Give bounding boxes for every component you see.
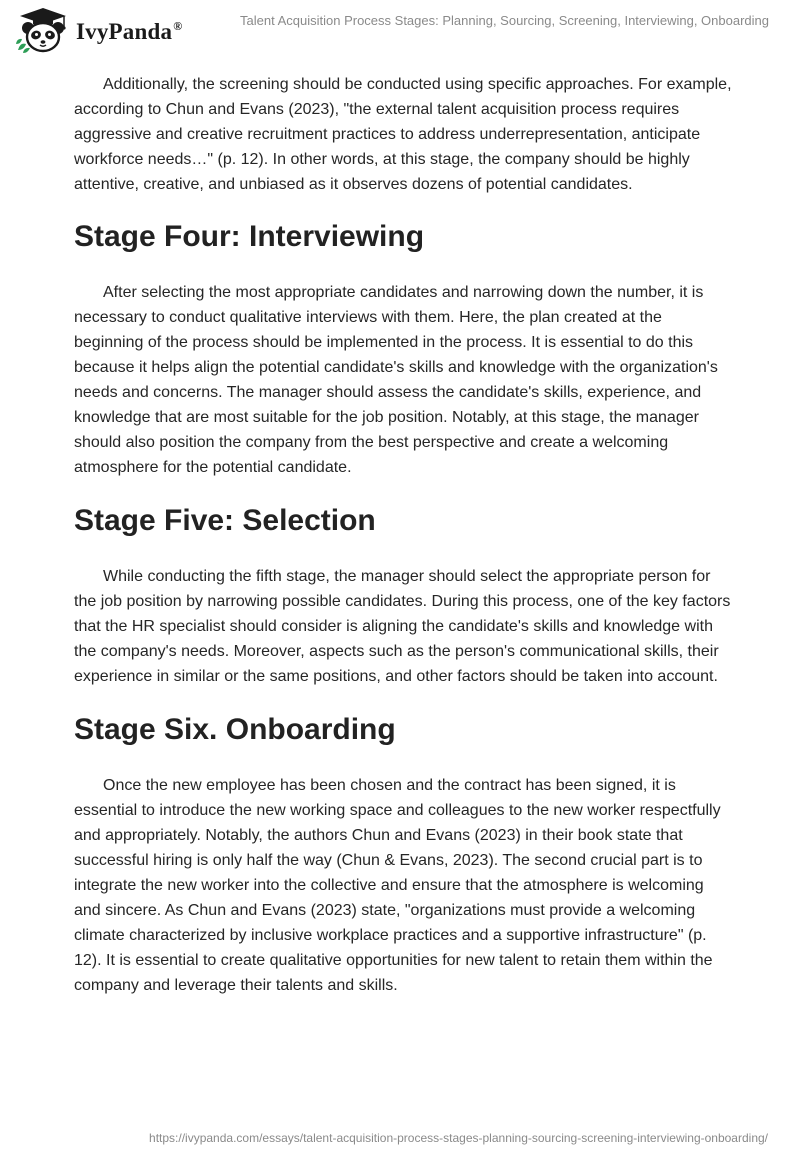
- section-paragraph-interviewing: After selecting the most appropriate candidates and narrowing down the number, it is necessary to conduct qualitative interviews with them. Here, the plan created at the beginning of the process should be implemented in the process. It is essential to do this because it helps align the potential candidate's skills and knowledge with the organization's needs and concerns. The manager should assess the candidate's skills, experience, and knowledge that are most suitable for the job position. Notably, at this stage, the manager should also position the company from the best perspective and create a welcoming atmosphere for the potential candidate.: [74, 284, 718, 476]
- brand-name: [76, 19, 182, 45]
- brand-name-text: IvyPanda: [76, 19, 173, 44]
- essay-body: [74, 72, 734, 998]
- intro-paragraph: Additionally, the screening should be conducted using specific approaches. For example, according to Chun and Evans (2023), "the external talent acquisition process requires aggressive and creative recruitment practices to address underrepresentation, anticipate workforce needs…" (p. 12). In other words, at this stage, the company should be highly attentive, creative, and unbiased as it observes dozens of potential candidates.: [74, 76, 732, 193]
- panda-graduate-icon: [14, 6, 72, 54]
- section-paragraph-selection: While conducting the fifth stage, the manager should select the appropriate person for the job position by narrowing possible candidates. During this process, one of the key factors that the HR specialist should consider is aligning the candidate's skills and knowledge with the company's needs. Moreover, aspects such as the person's communicational skills, their experience in similar or the same positions, and other factors should be taken into account.: [74, 568, 731, 685]
- ivypanda-logo[interactable]: [14, 6, 182, 54]
- section-heading-onboarding: Stage Six. Onboarding: [74, 713, 396, 746]
- section-heading-interviewing: Stage Four: Interviewing: [74, 220, 425, 253]
- registered-mark: ®: [173, 19, 183, 33]
- document-title: Talent Acquisition Process Stages: Planning, Sourcing, Screening, Interviewing, Onboarding: [240, 13, 769, 28]
- section-heading-selection: Stage Five: Selection: [74, 504, 376, 537]
- section-paragraph-onboarding: Once the new employee has been chosen and the contract has been signed, it is essential to introduce the new working space and colleagues to the new worker respectfully and appropriately. Notably, the authors Chun and Evans (2023) in their book state that successful hiring is only half the way (Chun & Evans, 2023). The second crucial part is to integrate the new worker into the collective and ensure that the atmosphere is welcoming and sincere. As Chun and Evans (2023) state, "organizations must provide a welcoming climate characterized by inclusive workplace practices and a supportive infrastructure" (p. 12). It is essential to create qualitative opportunities for new talent to retain them within the company and leverage their talents and skills.: [74, 777, 721, 994]
- page-header: [0, 0, 800, 60]
- source-url-link[interactable]: https://ivypanda.com/essays/talent-acquisition-process-stages-planning-sourcing-screening-interviewing-onboarding/: [149, 1131, 768, 1145]
